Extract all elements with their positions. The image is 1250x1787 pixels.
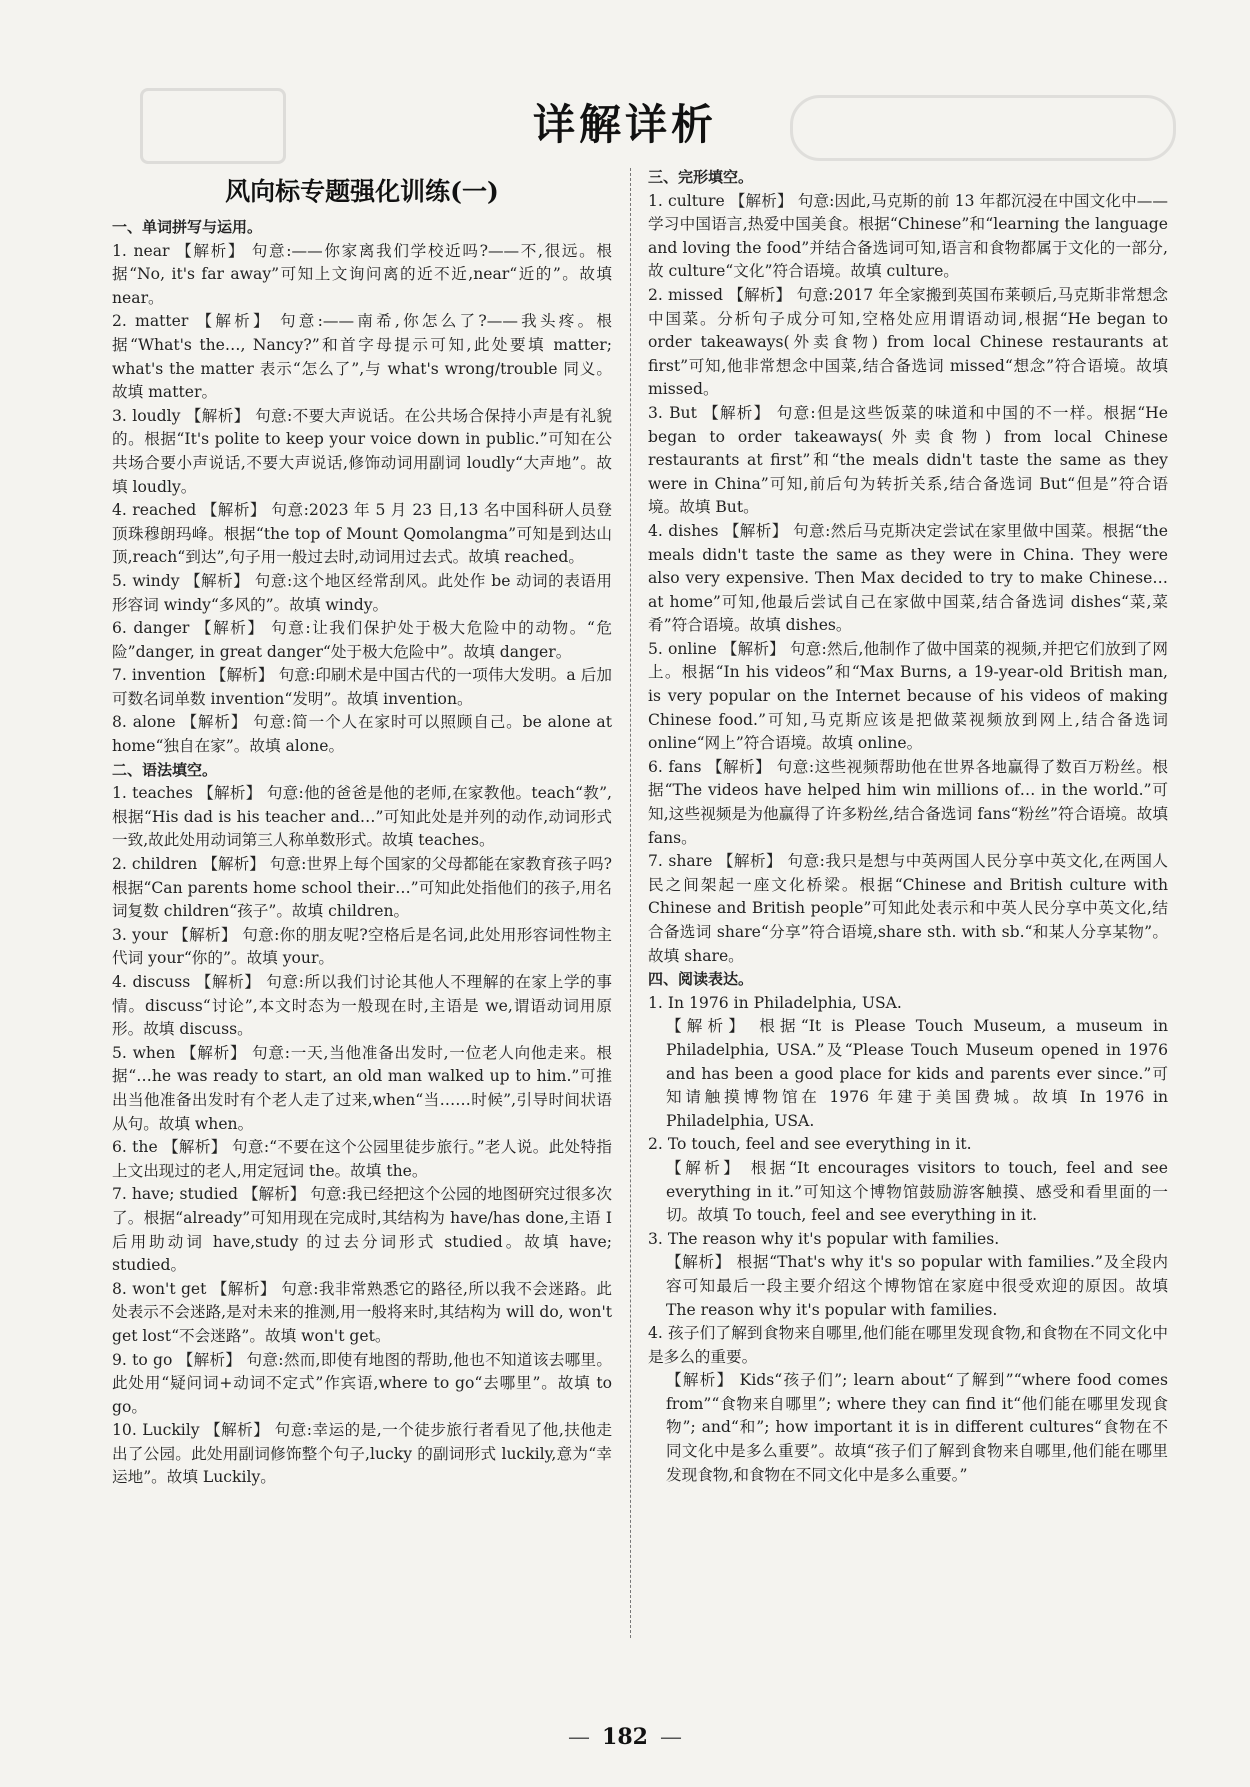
- section-heading: 二、语法填空。: [112, 760, 218, 779]
- answer-item: 1. In 1976 in Philadelphia, USA.: [648, 993, 902, 1012]
- answer-item: 2. matter 【解析】 句意:——南希,你怎么了?——我头疼。根据“What's the…, Nancy?”和首字母提示可知,此处要填 matter; what's the matter 表示“怎么了”,与 what's wrong/trouble 同义。故填 matter。: [112, 312, 612, 402]
- answer-item: 8. won't get 【解析】 句意:我非常熟悉它的路径,所以我不会迷路。此处表示不会迷路,是对未来的推测,用一般将来时,其结构为 will do, won't get lost“不会迷路”。故填 won't get。: [112, 1279, 612, 1345]
- page-number: [0, 1724, 1250, 1750]
- answer-item: 3. your 【解析】 句意:你的朋友呢?空格后是名词,此处用形容词性物主代词 your“你的”。故填 your。: [112, 925, 612, 968]
- answer-explanation: 【解析】 根据“That's why it's so popular with families.”及全段内容可知最后一段主要介绍这个博物馆在家庭中很受欢迎的原因。故填 The reason why it's popular with families.: [666, 1253, 1168, 1319]
- page-number-dash-right: —: [659, 1725, 682, 1750]
- answer-item: 4. reached 【解析】 句意:2023 年 5 月 23 日,13 名中国科研人员登顶珠穆朗玛峰。根据“the top of Mount Qomolangma”可知是到达山顶,reach“到达”,句子用一般过去时,动词用过去式。故填 reached。: [112, 501, 612, 567]
- answer-item: 5. when 【解析】 句意:一天,当他准备出发时,一位老人向他走来。根据“…he was ready to start, an old man walked up to him.”可推出当他准备出发时有个老人走了过来,when“当……时候”,引导时间状语从句。故填 when。: [112, 1043, 612, 1133]
- answer-item: 4. discuss 【解析】 句意:所以我们讨论其他人不理解的在家上学的事情。discuss“讨论”,本文时态为一般现在时,主语是 we,谓语动词用原形。故填 discuss。: [112, 973, 612, 1039]
- section-heading: 一、单词拼写与运用。: [112, 218, 263, 236]
- answer-explanation: 【解析】 根据“It is Please Touch Museum, a museum in Philadelphia, USA.”及“Please Touch Museum opened in 1976 and has been a good place for kids and parents ever since.”可知请触摸博物馆在 1976 年建于美国费城。故填 In 1976 in Philadelphia, USA.: [666, 1017, 1168, 1130]
- answer-item: 2. To touch, feel and see everything in it.: [648, 1135, 972, 1154]
- answer-item: 4. dishes 【解析】 句意:然后马克斯决定尝试在家里做中国菜。根据“the meals didn't taste the same as they were in China. They were also very expensive. Then Max decided to try to make Chinese… at home”可知,他最后尝试自己在家做中国菜,结合备选词 dishes“菜,菜肴”符合语境。故填 dishes。: [648, 521, 1168, 635]
- answer-item: 3. The reason why it's popular with families.: [648, 1229, 1000, 1248]
- answer-item: 3. But 【解析】 句意:但是这些饭菜的味道和中国的不一样。根据“He began to order takeaways(外卖食物) from local Chinese restaurants at first”和“the meals didn't taste the same as they were in China”可知,前后句为转折关系,结合备选词 But“但是”符合语境。故填 But。: [648, 403, 1168, 517]
- right-column: [648, 166, 1168, 1487]
- answer-item: 5. windy 【解析】 句意:这个地区经常刮风。此处作 be 动词的表语用形容词 windy“多风的”。故填 windy。: [112, 571, 612, 614]
- page-number-dash-left: —: [568, 1725, 591, 1750]
- answer-item: 2. children 【解析】 句意:世界上每个国家的父母都能在家教育孩子吗?根据“Can parents home school their…”可知此处指他们的孩子,用名词复数 children“孩子”。故填 children。: [112, 855, 612, 921]
- answer-item: 8. alone 【解析】 句意:简一个人在家时可以照顾自己。be alone at home“独自在家”。故填 alone。: [112, 713, 612, 756]
- answer-item: 7. invention 【解析】 句意:印刷术是中国古代的一项伟大发明。a 后加可数名词单数 invention“发明”。故填 invention。: [112, 666, 612, 708]
- answer-explanation: 【解析】 Kids“孩子们”; learn about“了解到”“where food comes from”“食物来自哪里”; where they can find it“他们能在哪里发现食物”; and“和”; how important it is in different cultures“食物在不同文化中是多么重要”。故填“孩子们了解到食物来自哪里,他们能在哪里发现食物,和食物在不同文化中是多么重要。”: [666, 1371, 1168, 1484]
- column-divider: [630, 168, 631, 1638]
- answer-item: 3. loudly 【解析】 句意:不要大声说话。在公共场合保持小声是有礼貌的。根据“It's polite to keep your voice down in public.”可知在公共场合要小声说话,不要大声说话,修饰动词用副词 loudly“大声地”。故填 loudly。: [112, 406, 612, 496]
- answer-item: 2. missed 【解析】 句意:2017 年全家搬到英国布莱顿后,马克斯非常想念中国菜。分析句子成分可知,空格处应用谓语动词,根据“He began to order takeaways(外卖食物) from local Chinese restaurants at first”可知,他非常想念中国菜,结合备选词 missed“想念”符合语境。故填 missed。: [648, 285, 1168, 399]
- section-title: 风向标专题强化训练(一): [225, 177, 499, 206]
- answer-item: 1. culture 【解析】 句意:因此,马克斯的前 13 年都沉浸在中国文化中——学习中国语言,热爱中国美食。根据“Chinese”和“learning the language and loving the food”并结合备选词可知,语言和食物都属于文化的一部分,故 culture“文化”符合语境。故填 culture。: [648, 191, 1168, 281]
- answer-item: 4. 孩子们了解到食物来自哪里,他们能在哪里发现食物,和食物在不同文化中是多么的重要。: [648, 1324, 1168, 1366]
- answer-item: 1. teaches 【解析】 句意:他的爸爸是他的老师,在家教他。teach“教”,根据“His dad is his teacher and…”可知此处是并列的动作,动词形式一致,故此处用动词第三人称单数形式。故填 teaches。: [112, 784, 612, 850]
- section-heading: 三、完形填空。: [648, 168, 754, 186]
- answer-item: 6. the 【解析】 句意:“不要在这个公园里徒步旅行。”老人说。此处特指上文出现过的老人,用定冠词 the。故填 the。: [112, 1138, 612, 1180]
- answer-item: 1. near 【解析】 句意:——你家离我们学校近吗?——不,很远。根据“No, it's far away”可知上文询问离的近不近,near“近的”。故填 near。: [112, 241, 612, 307]
- answer-explanation: 【解析】 根据“It encourages visitors to touch, feel and see everything in it.”可知这个博物馆鼓励游客触摸、感受和看里面的一切。故填 To touch, feel and see everything in it.: [666, 1158, 1168, 1225]
- answer-item: 6. danger 【解析】 句意:让我们保护处于极大危险中的动物。“危险”danger, in great danger“处于极大危险中”。故填 danger。: [112, 619, 612, 661]
- answer-item: 5. online 【解析】 句意:然后,他制作了做中国菜的视频,并把它们放到了网上。根据“In his videos”和“Max Burns, a 19-year-old British man, is very popular on the Internet because of his videos of making Chinese food.”可知,马克斯应该是把做菜视频放到网上,结合备选词 online“网上”符合语境。故填 online。: [648, 639, 1168, 753]
- answer-item: 6. fans 【解析】 句意:这些视频帮助他在世界各地赢得了数百万粉丝。根据“The videos have helped him win millions of… in the world.”可知,这些视频是为他赢得了许多粉丝,结合备选词 fans“粉丝”符合语境。故填 fans。: [648, 757, 1168, 847]
- page-number-value: 182: [602, 1724, 648, 1750]
- answer-item: 7. have; studied 【解析】 句意:我已经把这个公园的地图研究过很多次了。根据“already”可知用现在完成时,其结构为 have/has done,主语 I 后用助动词 have,study 的过去分词形式 studied。故填 have; studied。: [112, 1185, 612, 1275]
- page-title: 详解详析: [532, 100, 717, 149]
- answer-item: 9. to go 【解析】 句意:然而,即使有地图的帮助,他也不知道该去哪里。此处用“疑问词+动词不定式”作宾语,where to go“去哪里”。故填 to go。: [112, 1350, 612, 1416]
- answer-item: 7. share 【解析】 句意:我只是想与中英两国人民分享中英文化,在两国人民之间架起一座文化桥梁。根据“Chinese and British culture with Chinese and British people”可知此处表示和中英人民分享中英文化,结合备选词 share“分享”符合语境,share sth. with sb.“和某人分享某物”。故填 share。: [648, 852, 1168, 965]
- left-column: [112, 216, 612, 1490]
- answer-item: 10. Luckily 【解析】 句意:幸运的是,一个徒步旅行者看见了他,扶他走出了公园。此处用副词修饰整个句子,lucky 的副词形式 luckily,意为“幸运地”。故填 Luckily。: [112, 1421, 612, 1487]
- section-heading: 四、阅读表达。: [648, 970, 754, 989]
